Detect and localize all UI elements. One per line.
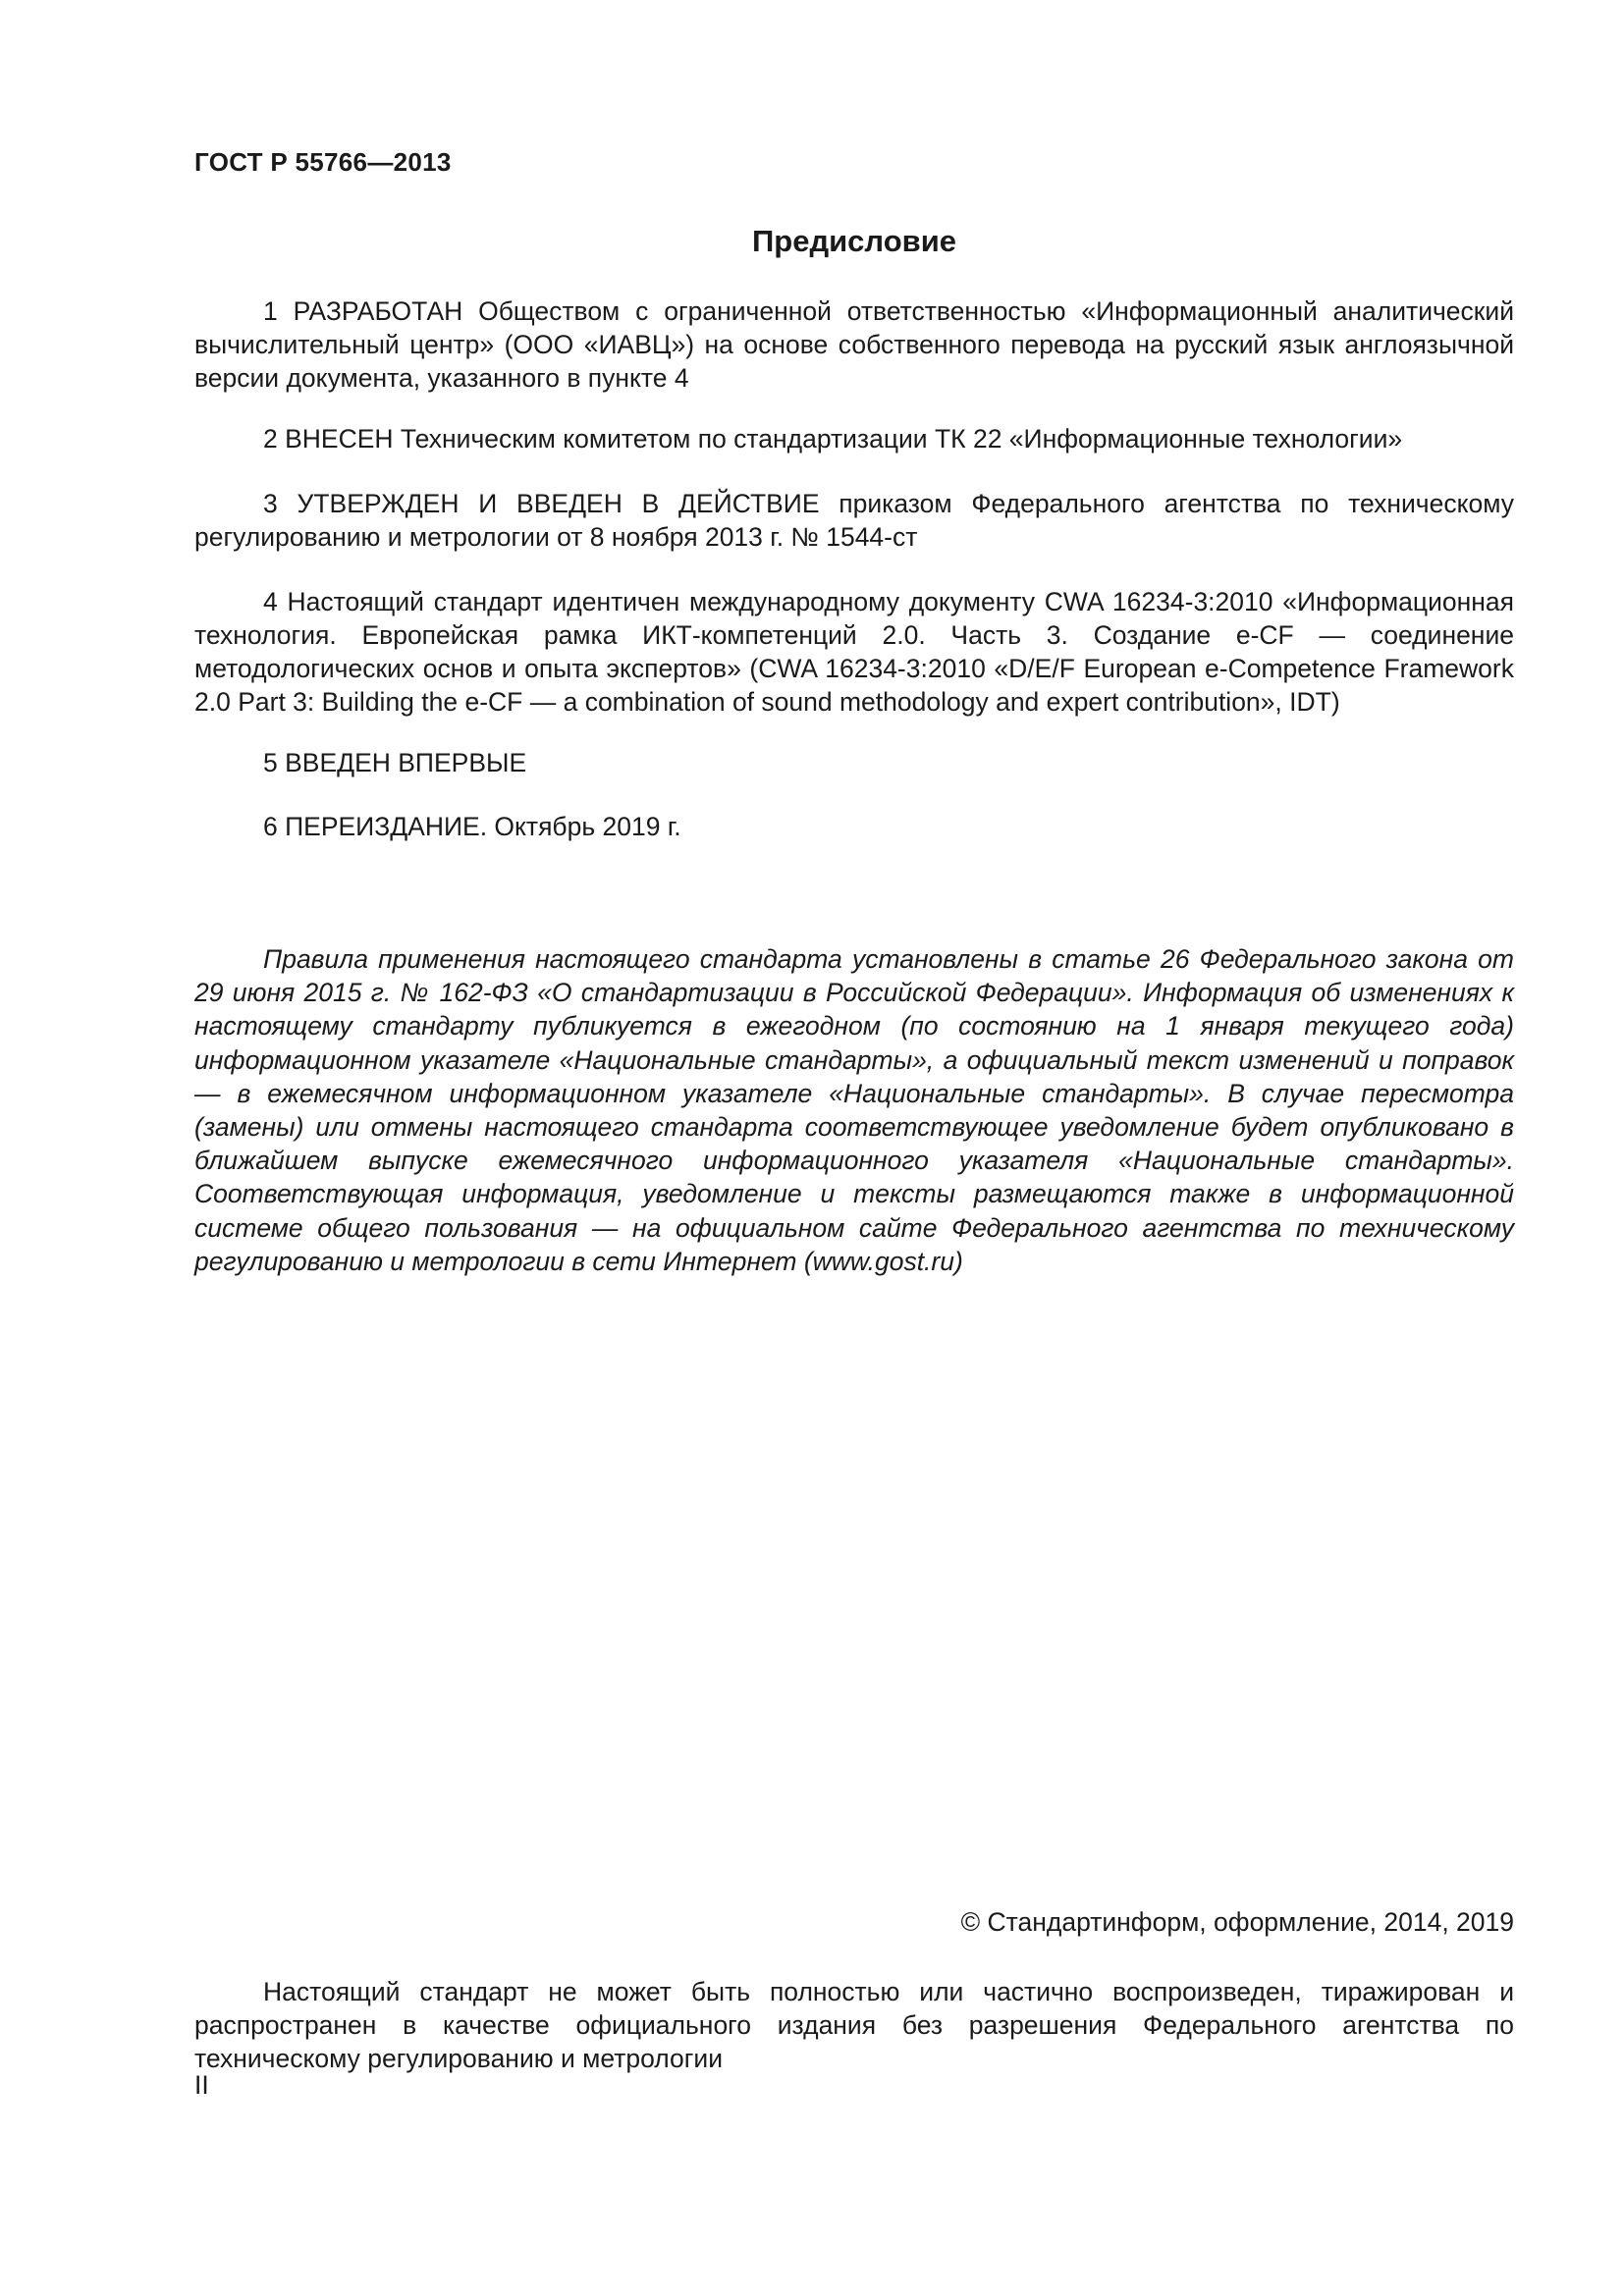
preface-item-5: 5 ВВЕДЕН ВПЕРВЫЕ <box>263 748 527 777</box>
preface-item-6: 6 ПЕРЕИЗДАНИЕ. Октябрь 2019 г. <box>263 812 681 841</box>
application-rules-notice: Правила применения настоящего стандарта установлены в статье 26 Федерального закона от 29 июня 2015 г. № 162-ФЗ «О стандартизации в Российской Федерации». Информация об изменениях к настоящему стандарту публикуется в ежегодном (по состоянию на 1 января текущего года) информационном указателе «Национальные стандарты», а официальный текст изменений и поправок — в ежемесячном информационном указателе «Национальные стандарты». В случае пересмотра (замены) или отмены настоящего стандарта соответствующее уведомление будет опубликовано в ближайшем выпуске ежемесячного информационного указателя «Национальные стандарты». Соответствующая информация, уведомление и тексты размещаются также в информационной системе общего пользования — на официальном сайте Федерального агентства по техническому регулированию и метрологии в сети Интернет (www.gost.ru) <box>194 944 1514 1276</box>
page-title: Предисловие <box>751 224 956 258</box>
reproduction-notice: Настоящий стандарт не может быть полностью или частично воспроизведен, тиражирован и распространен в качестве официального издания без разрешения Федерального агентства по техническому регулированию и метрологии <box>194 1977 1514 2073</box>
copyright-notice: © Стандартинформ, оформление, 2014, 2019 <box>960 1907 1514 1937</box>
preface-item-3: 3 УТВЕРЖДЕН И ВВЕДЕН В ДЕЙСТВИЕ приказом Федерального агентства по техническому регулированию и метрологии от 8 ноября 2013 г. № 1544-ст <box>194 489 1514 552</box>
preface-item-2: 2 ВНЕСЕН Техническим комитетом по стандартизации ТК 22 «Информационные технологии» <box>263 424 1403 454</box>
preface-item-1: 1 РАЗРАБОТАН Обществом с ограниченной ответственностью «Информационный аналитический вычислительный центр» (ООО «ИАВЦ») на основе собственного перевода на русский язык англоязычной версии документа, указанного в пункте 4 <box>194 296 1514 393</box>
preface-item-4: 4 Настоящий стандарт идентичен международному документу CWA 16234-3:2010 «Информационная технология. Европейская рамка ИКТ-компетенций 2.0. Часть 3. Создание е-CF — соединение методологических основ и опыта экспертов» (CWA 16234-3:2010 «D/E/F European e-Competence Framework 2.0 Part 3: Building the e-CF — a combination of sound methodology and expert contribution», IDT) <box>194 587 1514 717</box>
standard-code: ГОСТ Р 55766—2013 <box>194 147 452 177</box>
page-number: II <box>194 2070 209 2100</box>
